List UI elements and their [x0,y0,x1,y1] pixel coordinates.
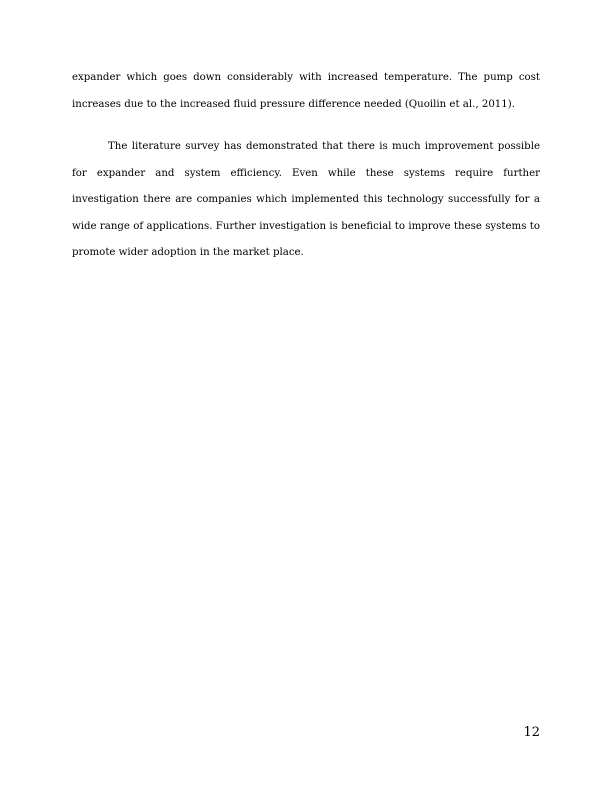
paragraph-continuation: expander which goes down considerably with increased temperature. The pump cost increases due to the increased fluid pressure difference needed (Quoilin et al., 2011). [72,72,540,110]
paragraph-literature-survey [72,134,540,267]
paragraph-literature-survey-text: The literature survey has demonstrated that there is much improvement possible for expander and system efficiency. Even while these systems require further investigation there are companies which implemented this technology successfully for a wide range of applications. Further investigation is beneficial to improve these systems to promote wider adoption in the market place. [72,141,540,258]
page-number: 12 [523,725,540,740]
